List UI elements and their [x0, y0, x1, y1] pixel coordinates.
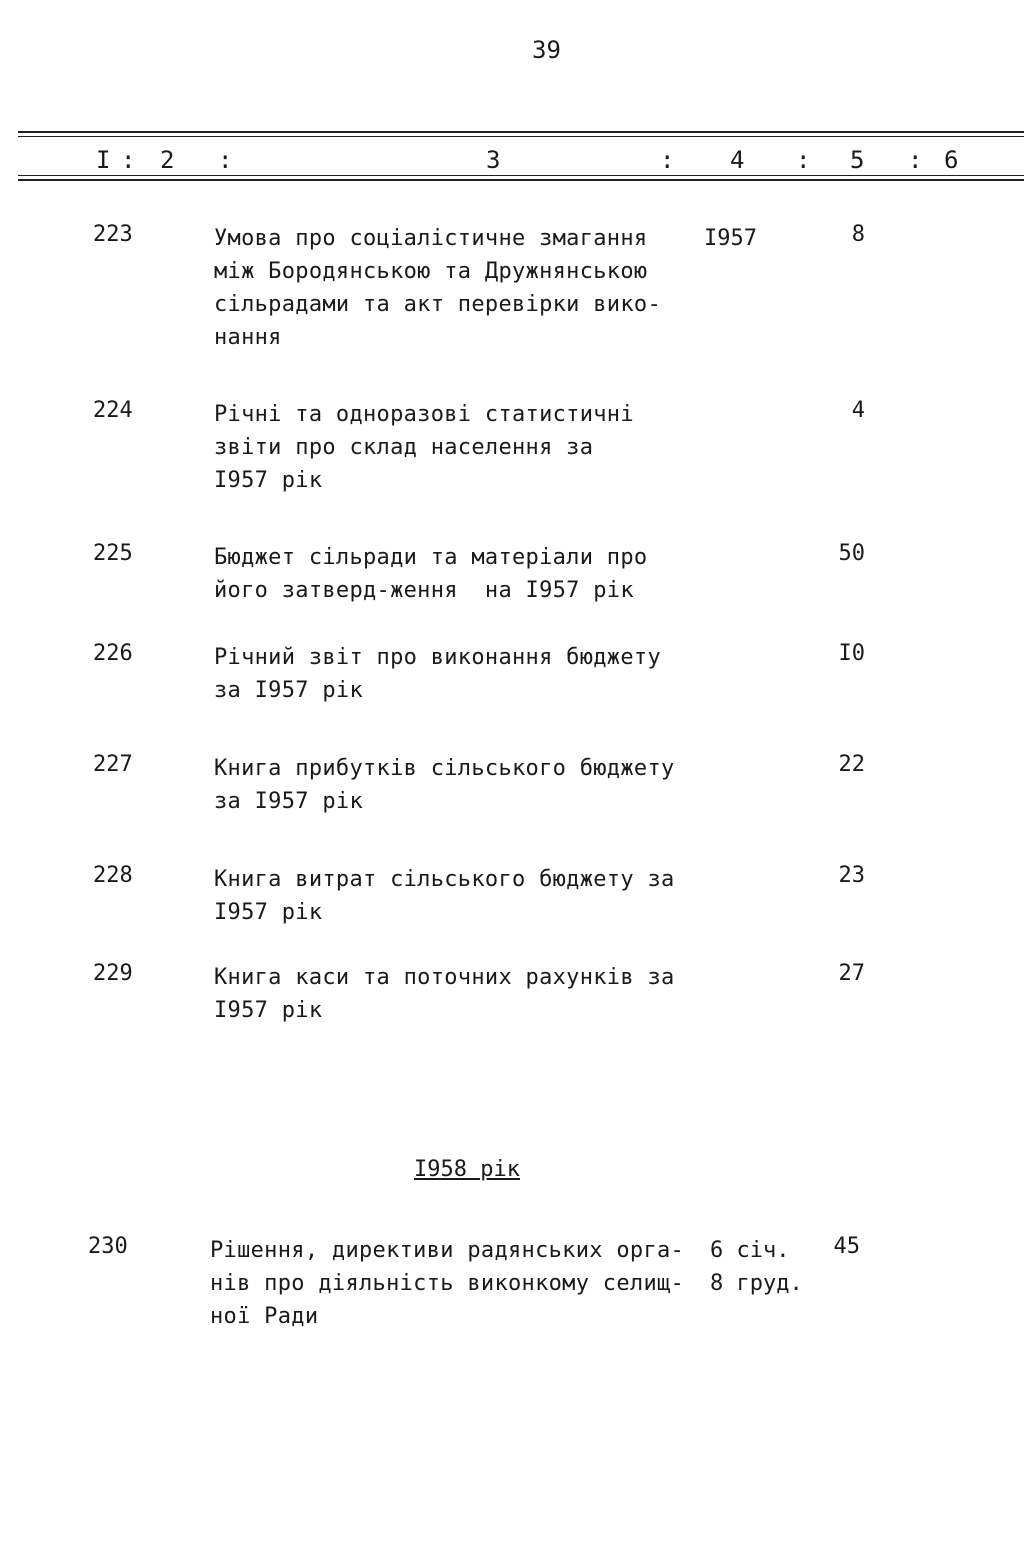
case-number: 228: [93, 863, 133, 888]
case-title: [210, 1234, 690, 1333]
case-title-line: Рішення, директиви радянських орга-: [210, 1238, 685, 1263]
case-title-line: I957 рік: [214, 900, 323, 925]
case-title-line: нання: [214, 325, 282, 350]
case-title-line: Книга витрат сільського бюджету за: [214, 867, 675, 892]
column-header-2: 2: [160, 146, 175, 174]
case-title-line: його затверд-ження на I957 рік: [214, 578, 634, 603]
column-header-6: 6: [944, 146, 959, 174]
case-date-line: I957: [704, 226, 757, 251]
case-leaves: 50: [838, 541, 865, 566]
column-separator: :: [908, 146, 923, 174]
case-leaves: 45: [833, 1234, 860, 1259]
column-header-3: 3: [486, 146, 501, 174]
case-title-line: між Бородянською та Дружнянською: [214, 259, 648, 284]
case-number: 225: [93, 541, 133, 566]
case-number: 224: [93, 398, 133, 423]
page-number: 39: [532, 36, 561, 64]
case-number: 223: [93, 222, 133, 247]
column-header-1: I: [96, 146, 111, 174]
case-leaves: 23: [838, 863, 865, 888]
case-title-line: I957 рік: [214, 468, 323, 493]
case-number: 230: [88, 1234, 128, 1259]
header-rule-top: [18, 131, 1024, 133]
case-title: [214, 641, 694, 707]
column-header-5: 5: [850, 146, 865, 174]
case-title-line: за I957 рік: [214, 678, 363, 703]
case-title-line: Бюджет сільради та матеріали про: [214, 545, 648, 570]
case-date-line: 6 січ.: [710, 1238, 790, 1263]
header-rule-top-thin: [18, 136, 1024, 137]
case-title-line: Річні та одноразові статистичні: [214, 402, 634, 427]
case-leaves: 27: [838, 961, 865, 986]
case-title: [214, 222, 694, 354]
case-number: 229: [93, 961, 133, 986]
case-title: [214, 398, 694, 497]
case-title: [214, 752, 694, 818]
column-separator: :: [218, 146, 233, 174]
header-rule-bottom: [18, 179, 1024, 181]
case-leaves: 4: [851, 398, 865, 423]
column-header-4: 4: [730, 146, 745, 174]
column-separator: :: [660, 146, 675, 174]
case-date-line: 8 груд.: [710, 1271, 803, 1296]
column-separator: :: [796, 146, 811, 174]
case-leaves: 8: [851, 222, 865, 247]
case-number: 226: [93, 641, 133, 666]
case-title-line: Річний звіт про виконання бюджету: [214, 645, 661, 670]
year-heading: I958 рік: [414, 1157, 520, 1182]
case-title-line: I957 рік: [214, 998, 323, 1023]
case-leaves: 22: [838, 752, 865, 777]
case-title-line: Книга прибутків сільського бюджету: [214, 756, 675, 781]
column-separator: :: [121, 146, 136, 174]
case-title-line: сільрадами та акт перевірки вико-: [214, 292, 661, 317]
case-title-line: Умова про соціалістичне змагання: [214, 226, 648, 251]
case-title: [214, 541, 694, 607]
case-title-line: нів про діяльність виконкому селищ-: [210, 1271, 685, 1296]
case-title: [214, 863, 694, 929]
case-number: 227: [93, 752, 133, 777]
case-title-line: Книга каси та поточних рахунків за: [214, 965, 675, 990]
case-leaves: I0: [838, 641, 865, 666]
header-rule-bottom-thin: [18, 175, 1024, 176]
case-title-line: за I957 рік: [214, 789, 363, 814]
case-title: [214, 961, 694, 1027]
case-title-line: звіти про склад населення за: [214, 435, 594, 460]
case-title-line: ної Ради: [210, 1304, 319, 1329]
